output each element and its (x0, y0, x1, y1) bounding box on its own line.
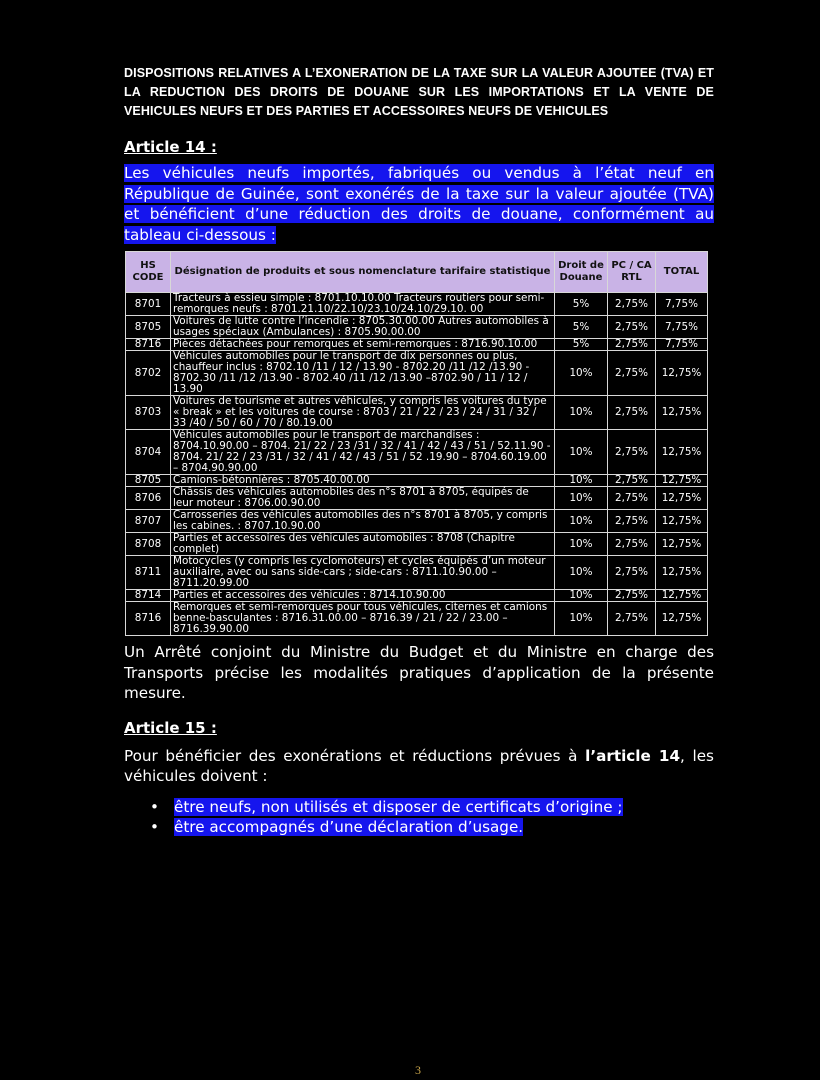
header-designation: Désignation de produits et sous nomenclature tarifaire statistique (171, 252, 555, 293)
table-row (126, 351, 708, 396)
article-15-intro-end: , les véhicules doivent : (124, 746, 714, 785)
cell-designation: Remorques et semi-remorques pour tous véhicules, citernes et camions benne-basculantes : 8716.31.00.00 – 8716.39 / 21 / 22 / 23.00 – 8716.39.90.00 (171, 602, 555, 636)
cell-total: 7,75% (656, 339, 708, 351)
cell-pc: 2,75% (608, 351, 656, 396)
cell-hs-code: 8706 (126, 487, 171, 510)
table-row (126, 487, 708, 510)
cell-droit: 10% (555, 475, 608, 487)
cell-droit: 10% (555, 430, 608, 475)
table-row (126, 293, 708, 316)
cell-designation: Parties et accessoires des véhicules automobiles : 8708 (Chapitre complet) (171, 533, 555, 556)
condition-text: être accompagnés d’une déclaration d’usage. (174, 818, 524, 836)
cell-total: 12,75% (656, 396, 708, 430)
cell-pc: 2,75% (608, 556, 656, 590)
article-14-title: Article 14 : (124, 138, 217, 156)
cell-designation: Parties et accessoires des véhicules : 8714.10.90.00 (171, 590, 555, 602)
header-total: TOTAL (656, 252, 708, 293)
cell-total: 12,75% (656, 430, 708, 475)
cell-hs-code: 8714 (126, 590, 171, 602)
bullet-icon: • (150, 818, 159, 836)
cell-designation: Tracteurs à essieu simple : 8701.10.10.00 Tracteurs routiers pour semi-remorques neufs : 8701.21.10/22.10/23.10/24.10/29.10. 00 (171, 293, 555, 316)
cell-total: 12,75% (656, 487, 708, 510)
table-row (126, 590, 708, 602)
tariff-table (125, 251, 708, 636)
document-page (124, 64, 714, 838)
cell-designation: Motocycles (y compris les cyclomoteurs) et cycles équipés d’un moteur auxiliaire, avec ou sans side-cars ; side-cars : 8711.10.90.00 – 8711.20.99.00 (171, 556, 555, 590)
cell-designation: Carrosseries des véhicules automobiles des n°s 8701 à 8705, y compris les cabines. : 8707.10.90.00 (171, 510, 555, 533)
cell-hs-code: 8707 (126, 510, 171, 533)
cell-total: 7,75% (656, 293, 708, 316)
cell-hs-code: 8702 (126, 351, 171, 396)
cell-pc: 2,75% (608, 396, 656, 430)
cell-hs-code: 8705 (126, 475, 171, 487)
cell-hs-code: 8704 (126, 430, 171, 475)
condition-text: être neufs, non utilisés et disposer de certificats d’origine ; (174, 797, 623, 816)
cell-droit: 10% (555, 396, 608, 430)
cell-pc: 2,75% (608, 602, 656, 636)
table-row (126, 396, 708, 430)
cell-hs-code: 8703 (126, 396, 171, 430)
article-15-title: Article 15 : (124, 718, 217, 737)
table-row (126, 316, 708, 339)
cell-droit: 10% (555, 487, 608, 510)
cell-total: 7,75% (656, 316, 708, 339)
cell-hs-code: 8701 (126, 293, 171, 316)
cell-total: 12,75% (656, 475, 708, 487)
article-14-intro (124, 163, 714, 245)
cell-droit: 10% (555, 510, 608, 533)
table-row (126, 339, 708, 351)
cell-droit: 10% (555, 556, 608, 590)
article-14-reference: l’article 14 (585, 746, 681, 765)
cell-droit: 5% (555, 339, 608, 351)
table-row (126, 430, 708, 475)
table-row (126, 533, 708, 556)
document-heading: DISPOSITIONS RELATIVES A L’EXONERATION DE LA TAXE SUR LA VALEUR AJOUTEE (TVA) ET LA REDUCTION DES DROITS DE DOUANE SUR LES IMPORTATIONS ET LA VENTE DE VEHICULES NEUFS ET DES PARTIES ET ACCESSOIRES NEUFS DE VEHICULES (124, 66, 714, 118)
cell-droit: 5% (555, 316, 608, 339)
cell-droit: 10% (555, 533, 608, 556)
article-14-intro-highlight: Les véhicules neufs importés, fabriqués ou vendus à l’état neuf en République de Guinée, sont exonérés de la taxe sur la valeur ajoutée (TVA) et bénéficient d’une réduction des droits de douane, conformément au tableau ci-dessous : (124, 164, 714, 244)
cell-pc: 2,75% (608, 487, 656, 510)
conditions-list (124, 797, 714, 838)
cell-hs-code: 8705 (126, 316, 171, 339)
cell-pc: 2,75% (608, 430, 656, 475)
cell-pc: 2,75% (608, 533, 656, 556)
cell-hs-code: 8716 (126, 602, 171, 636)
list-item (150, 817, 714, 838)
table-row (126, 602, 708, 636)
cell-designation: Véhicules automobiles pour le transport de dix personnes ou plus, chauffeur inclus : 8702.10 /11 / 12 / 13.90 - 8702.20 /11 /12 /13.90 - 8702.30 /11 /12 /13.90 - 8702.40 /11 /12 /13.90 –8702.90 / 11 / 12 / 13.90 (171, 351, 555, 396)
header-hs-code: HS CODE (126, 252, 171, 293)
cell-designation: Voitures de lutte contre l’incendie : 8705.30.00.00 Autres automobiles à usages spéciaux (Ambulances) : 8705.90.00.00 (171, 316, 555, 339)
cell-pc: 2,75% (608, 316, 656, 339)
cell-total: 12,75% (656, 510, 708, 533)
cell-designation: Pièces détachées pour remorques et semi-remorques : 8716.90.10.00 (171, 339, 555, 351)
table-header-row (126, 252, 708, 293)
cell-total: 12,75% (656, 533, 708, 556)
table-row (126, 475, 708, 487)
cell-designation: Châssis des véhicules automobiles des n°s 8701 à 8705, équipés de leur moteur : 8706.00.90.00 (171, 487, 555, 510)
cell-pc: 2,75% (608, 339, 656, 351)
cell-designation: Véhicules automobiles pour le transport de marchandises : 8704.10.90.00 – 8704. 21/ 22 / 23 /31 / 32 / 41 / 42 / 43 / 51 / 52.11.90 - 8704. 21/ 22 / 23 /31 / 32 / 41 / 42 / 43 / 51 / 52 .19.90 – 8704.60.19.00 – 8704.90.90.00 (171, 430, 555, 475)
header-droit-de-douane: Droit de Douane (555, 252, 608, 293)
cell-hs-code: 8711 (126, 556, 171, 590)
cell-total: 12,75% (656, 556, 708, 590)
list-item (150, 797, 714, 818)
cell-pc: 2,75% (608, 590, 656, 602)
cell-designation: Voitures de tourisme et autres véhicules, y compris les voitures du type « break » et les voitures de course : 8703 / 21 / 22 / 23 / 24 / 31 / 32 / 33 /40 / 50 / 60 / 70 / 80.19.00 (171, 396, 555, 430)
cell-total: 12,75% (656, 590, 708, 602)
cell-droit: 10% (555, 351, 608, 396)
cell-pc: 2,75% (608, 293, 656, 316)
cell-hs-code: 8716 (126, 339, 171, 351)
cell-droit: 10% (555, 602, 608, 636)
bullet-icon: • (150, 797, 159, 816)
cell-droit: 10% (555, 590, 608, 602)
cell-hs-code: 8708 (126, 533, 171, 556)
table-row (126, 510, 708, 533)
cell-designation: Camions-bétonnières : 8705.40.00.00 (171, 475, 555, 487)
cell-droit: 5% (555, 293, 608, 316)
table-row (126, 556, 708, 590)
header-pc-ca-rtl: PC / CA RTL (608, 252, 656, 293)
arrete-paragraph: Un Arrêté conjoint du Ministre du Budget et du Ministre en charge des Transports précise les modalités pratiques d’application de la présente mesure. (124, 643, 714, 702)
cell-total: 12,75% (656, 602, 708, 636)
cell-pc: 2,75% (608, 510, 656, 533)
article-15-intro-start: Pour bénéficier des exonérations et réductions prévues à (124, 746, 586, 765)
cell-pc: 2,75% (608, 475, 656, 487)
article-15-intro (124, 746, 714, 787)
cell-total: 12,75% (656, 351, 708, 396)
page-number: 3 (415, 1063, 421, 1077)
